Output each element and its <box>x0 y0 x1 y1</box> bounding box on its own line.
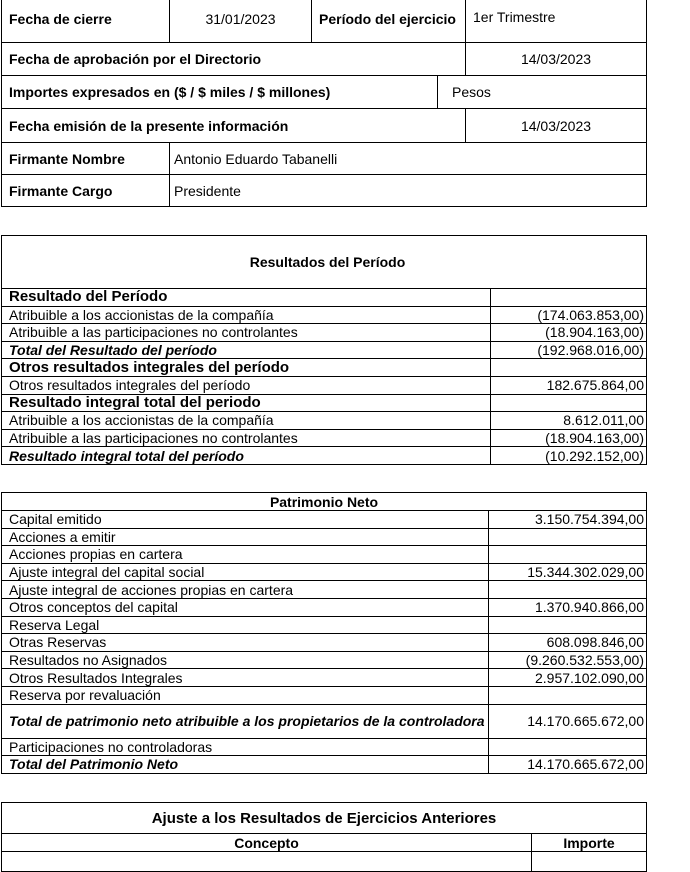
table-row <box>2 376 647 394</box>
row-value: 608.098.846,00 <box>489 634 647 652</box>
row-label: Atribuible a las participaciones no controlantes <box>2 429 491 447</box>
importes-value: Pesos <box>438 76 647 109</box>
row-label: Total de patrimonio neto atribuible a los propietarios de la controladora <box>2 704 489 738</box>
row-label: Resultado integral total del período <box>2 447 491 465</box>
fecha-cierre-label: Fecha de cierre <box>2 0 170 43</box>
firmante-nombre-label: Firmante Nombre <box>2 143 170 175</box>
table-row <box>2 429 647 447</box>
table-row <box>2 511 647 529</box>
row-label: Otros conceptos del capital <box>2 598 489 616</box>
row-value: (192.968.016,00) <box>491 341 647 359</box>
row-label: Ajuste integral del capital social <box>2 563 489 581</box>
row-label: Ajuste integral de acciones propias en cartera <box>2 581 489 599</box>
row-value <box>491 359 647 377</box>
row-value <box>491 394 647 412</box>
table-row <box>2 341 647 359</box>
table-row <box>2 669 647 687</box>
header-table <box>1 0 647 207</box>
table-row <box>2 634 647 652</box>
table-row <box>2 756 647 774</box>
table-row <box>2 616 647 634</box>
importes-label: Importes expresados en ($ / $ miles / $ millones) <box>2 76 438 109</box>
table-row <box>2 394 647 412</box>
row-label: Reserva Legal <box>2 616 489 634</box>
patrimonio-title: Patrimonio Neto <box>2 493 647 511</box>
row-value <box>489 546 647 564</box>
row-value <box>489 616 647 634</box>
row-value: (10.292.152,00) <box>491 447 647 465</box>
fecha-cierre-value: 31/01/2023 <box>170 0 312 43</box>
row-label: Reserva por revaluación <box>2 686 489 704</box>
row-label: Resultado del Período <box>2 289 491 307</box>
row-value: 2.957.102.090,00 <box>489 669 647 687</box>
firmante-cargo-label: Firmante Cargo <box>2 175 170 207</box>
emision-label: Fecha emisión de la presente información <box>2 109 466 143</box>
row-label: Resultado integral total del periodo <box>2 394 491 412</box>
row-label: Otros Resultados Integrales <box>2 669 489 687</box>
table-row <box>2 289 647 307</box>
table-row <box>2 412 647 430</box>
row-label: Participaciones no controladoras <box>2 738 489 756</box>
table-row <box>2 581 647 599</box>
table-row <box>2 651 647 669</box>
row-value <box>489 528 647 546</box>
table-row <box>2 704 647 738</box>
row-label: Otros resultados integrales del período <box>2 359 491 377</box>
row-value: (18.904.163,00) <box>491 429 647 447</box>
aprobacion-label: Fecha de aprobación por el Directorio <box>2 43 466 76</box>
table-row <box>2 738 647 756</box>
row-value <box>489 686 647 704</box>
row-value <box>489 738 647 756</box>
ajuste-col-importe: Importe <box>532 834 647 852</box>
ajuste-col-concepto: Concepto <box>2 834 532 852</box>
row-label: Capital emitido <box>2 511 489 529</box>
table-row <box>2 306 647 324</box>
table-row <box>2 359 647 377</box>
emision-value: 14/03/2023 <box>466 109 647 143</box>
row-value: 14.170.665.672,00 <box>489 704 647 738</box>
row-label: Resultados no Asignados <box>2 651 489 669</box>
resultados-table <box>1 235 647 465</box>
row-value: (9.260.532.553,00) <box>489 651 647 669</box>
row-label: Atribuible a las participaciones no controlantes <box>2 324 491 342</box>
row-value <box>491 289 647 307</box>
periodo-label: Período del ejercicio <box>312 0 466 43</box>
row-value: (174.063.853,00) <box>491 306 647 324</box>
row-value: 1.370.940.866,00 <box>489 598 647 616</box>
row-value: 8.612.011,00 <box>491 412 647 430</box>
table-row <box>2 563 647 581</box>
row-label: Total del Resultado del período <box>2 341 491 359</box>
ajuste-row-value <box>532 852 647 872</box>
row-label: Otros resultados integrales del período <box>2 376 491 394</box>
row-label: Acciones propias en cartera <box>2 546 489 564</box>
row-value: 15.344.302.029,00 <box>489 563 647 581</box>
table-row <box>2 598 647 616</box>
firmante-cargo-value: Presidente <box>170 175 647 207</box>
periodo-value: 1er Trimestre <box>466 0 647 43</box>
table-row <box>2 447 647 465</box>
table-row <box>2 686 647 704</box>
resultados-title: Resultados del Período <box>2 236 647 289</box>
row-label: Atribuible a los accionistas de la compañía <box>2 412 491 430</box>
table-row <box>2 324 647 342</box>
row-label: Acciones a emitir <box>2 528 489 546</box>
ajuste-table <box>1 802 647 872</box>
ajuste-title: Ajuste a los Resultados de Ejercicios Anteriores <box>2 803 647 834</box>
table-row <box>2 528 647 546</box>
row-value: (18.904.163,00) <box>491 324 647 342</box>
row-label: Total del Patrimonio Neto <box>2 756 489 774</box>
row-label: Otras Reservas <box>2 634 489 652</box>
row-label: Atribuible a los accionistas de la compañía <box>2 306 491 324</box>
aprobacion-value: 14/03/2023 <box>466 43 647 76</box>
row-value: 182.675.864,00 <box>491 376 647 394</box>
patrimonio-table <box>1 492 647 774</box>
row-value <box>489 581 647 599</box>
firmante-nombre-value: Antonio Eduardo Tabanelli <box>170 143 647 175</box>
ajuste-row <box>2 852 532 872</box>
table-row <box>2 546 647 564</box>
row-value: 3.150.754.394,00 <box>489 511 647 529</box>
row-value: 14.170.665.672,00 <box>489 756 647 774</box>
